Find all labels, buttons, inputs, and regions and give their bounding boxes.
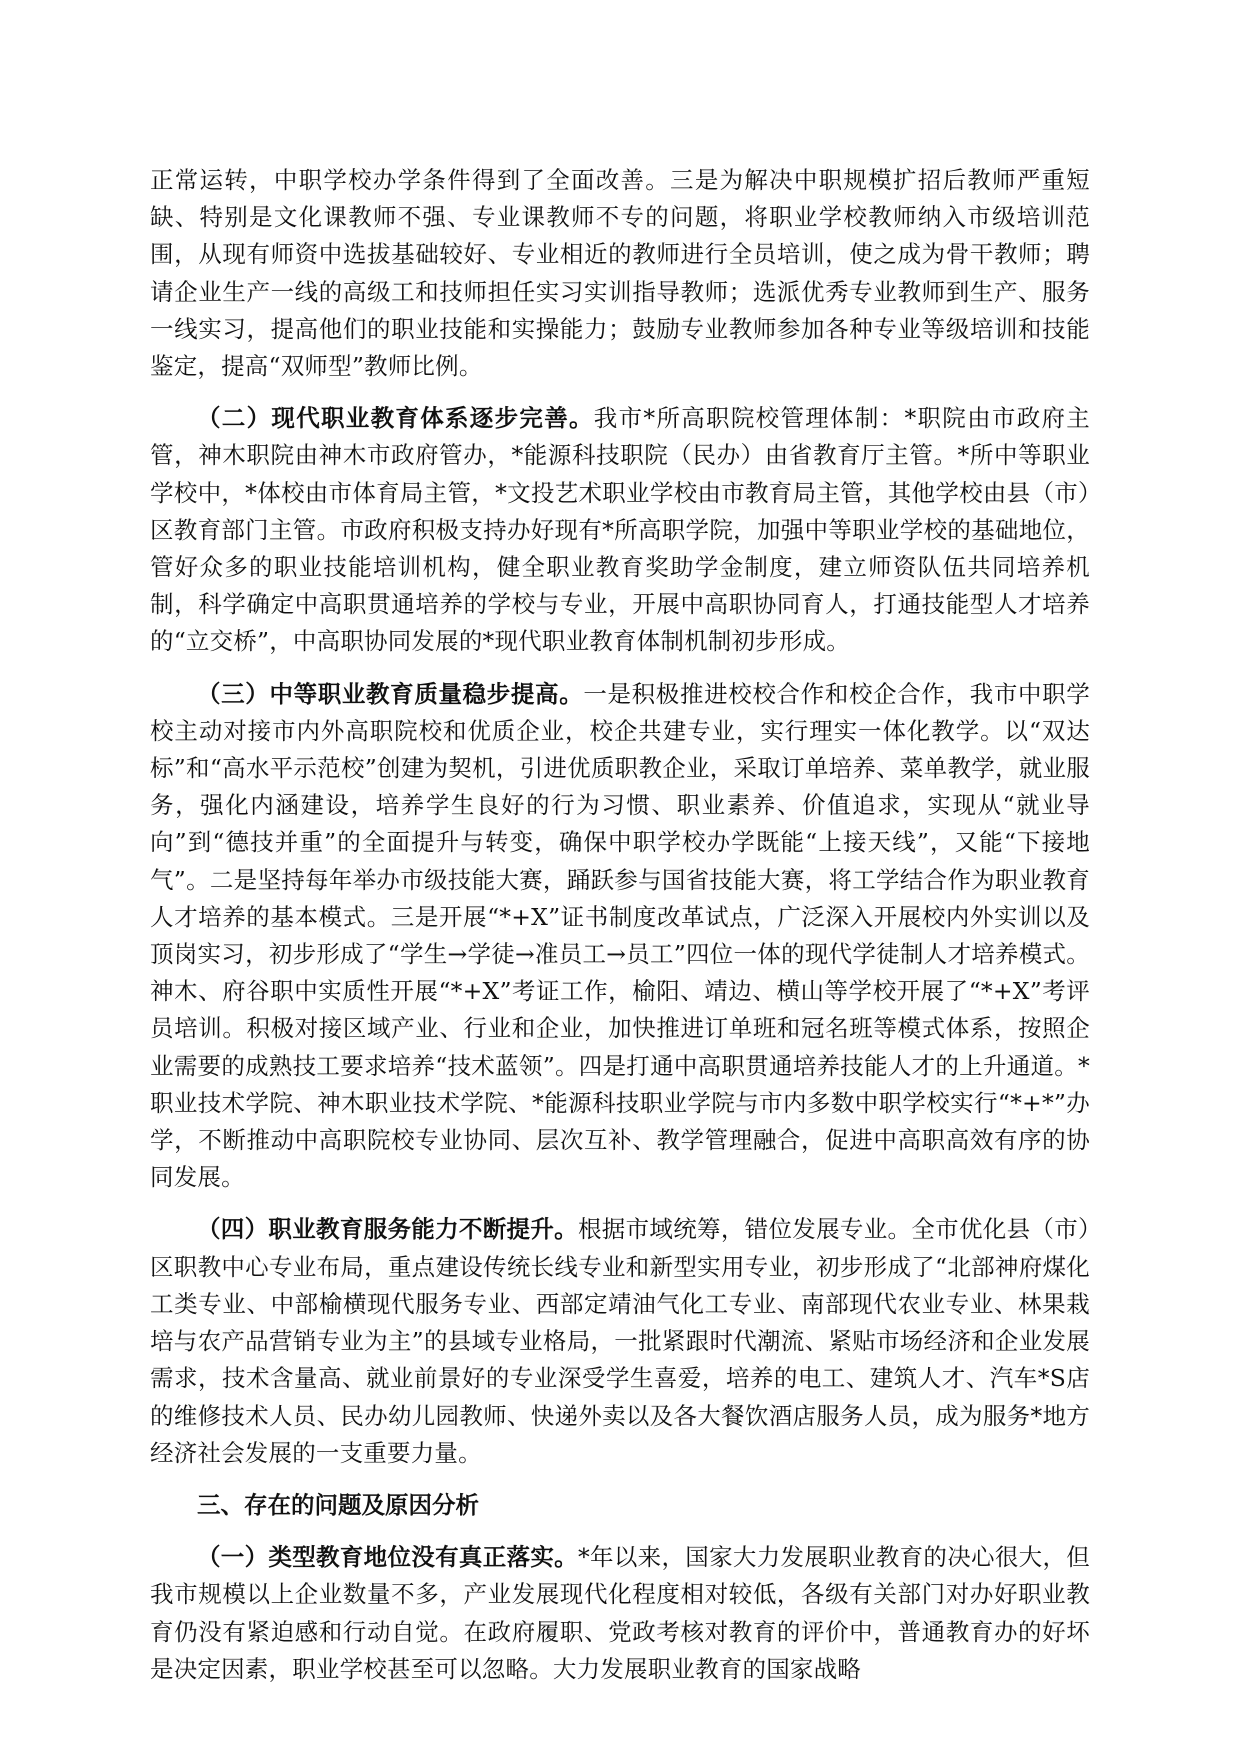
paragraph-lead: （四）职业教育服务能力不断提升。: [197, 1215, 578, 1244]
paragraph-lead: （三）中等职业教育质量稳步提高。: [197, 679, 584, 708]
paragraph-continuation: [150, 162, 1090, 385]
paragraph-text: 一是积极推进校校合作和校企合作，我市中职学校主动对接市内外高职院校和优质企业，校企共建专业，实行理实一体化教学。以“双达标”和“高水平示范校”创建为契机，引进优质职教企业，采取订单培养、菜单教学，就业服务，强化内涵建设，培养学生良好的行为习惯、职业素养、价值追求，实现从“就业导向”到“德技并重”的全面提升与转变，确保中职学校办学既能“上接天线”，又能“下接地气”。二是坚持每年举办市级技能大赛，踊跃参与国省技能大赛，将工学结合作为职业教育人才培养的基本模式。三是开展“*+X”证书制度改革试点，广泛深入开展校内外实训以及顶岗实习，初步形成了“学生→学徒→准员工→员工”四位一体的现代学徒制人才培养模式。神木、府谷职中实质性开展“*+X”考证工作，榆阳、靖边、横山等学校开展了“*+X”考评员培训。积极对接区域产业、行业和企业，加快推进订单班和冠名班等模式体系，按照企业需要的成熟技工要求培养“技术蓝领”。四是打通中高职贯通培养技能人才的上升通道。*职业技术学院、神木职业技术学院、*能源科技职业学院与市内多数中职学校实行“*+*”办学，不断推动中高职院校专业协同、层次互补、教学管理融合，促进中高职高效有序的协同发展。: [150, 679, 1090, 1192]
paragraph-lead: （二）现代职业教育体系逐步完善。: [197, 404, 594, 433]
paragraph-text: 正常运转，中职学校办学条件得到了全面改善。三是为解决中职规模扩招后教师严重短缺、特别是文化课教师不强、专业课教师不专的问题，将职业学校教师纳入市级培训范围，从现有师资中选拔基础较好、专业相近的教师进行全员培训，使之成为骨干教师；聘请企业生产一线的高级工和技师担任实习实训指导教师；选派优秀专业教师到生产、服务一线实习，提高他们的职业技能和实操能力；鼓励专业教师参加各种专业等级培训和技能鉴定，提高“双师型”教师比例。: [150, 166, 1090, 381]
paragraph-service-capacity: [150, 1211, 1090, 1471]
paragraph-quality: [150, 676, 1090, 1197]
paragraph-text: 根据市域统筹，错位发展专业。全市优化县（市）区职教中心专业布局，重点建设传统长线专业和新型实用专业，初步形成了“北部神府煤化工类专业、中部榆横现代服务专业、西部定靖油气化工专业、南部现代农业专业、林果栽培与农产品营销专业为主”的县域专业格局，一批紧跟时代潮流、紧贴市场经济和企业发展需求，技术含量高、就业前景好的专业深受学生喜爱，培养的电工、建筑人才、汽车*S店的维修技术人员、民办幼儿园教师、快递外卖以及各大餐饮酒店服务人员，成为服务*地方经济社会发展的一支重要力量。: [150, 1215, 1090, 1467]
paragraph-vocational-system: [150, 400, 1090, 660]
section-heading: 三、存在的问题及原因分析: [197, 1490, 479, 1519]
paragraph-text: 我市*所高职院校管理体制：*职院由市政府主管，神木职院由神木市政府管办，*能源科技职院（民办）由省教育厅主管。*所中等职业学校中，*体校由市体育局主管，*文投艺术职业学校由市教育局主管，其他学校由县（市）区教育部门主管。市政府积极支持办好现有*所高职学院，加强中等职业学校的基础地位，管好众多的职业技能培训机构，健全职业教育奖助学金制度，建立师资队伍共同培养机制，科学确定中高职贯通培养的学校与专业，开展中高职协同育人，打通技能型人才培养的“立交桥”，中高职协同发展的*现代职业教育体制机制初步形成。: [150, 404, 1090, 656]
paragraph-lead: （一）类型教育地位没有真正落实。: [197, 1543, 578, 1572]
paragraph-text: *年以来，国家大力发展职业教育的决心很大，但我市规模以上企业数量不多，产业发展现代化程度相对较低，各级有关部门对办好职业教育仍没有紧迫感和行动自觉。在政府履职、党政考核对教育的评价中，普通教育办的好坏是决定因素，职业学校甚至可以忽略。大力发展职业教育的国家战略: [150, 1543, 1090, 1683]
paragraph-type-education: [150, 1539, 1090, 1688]
